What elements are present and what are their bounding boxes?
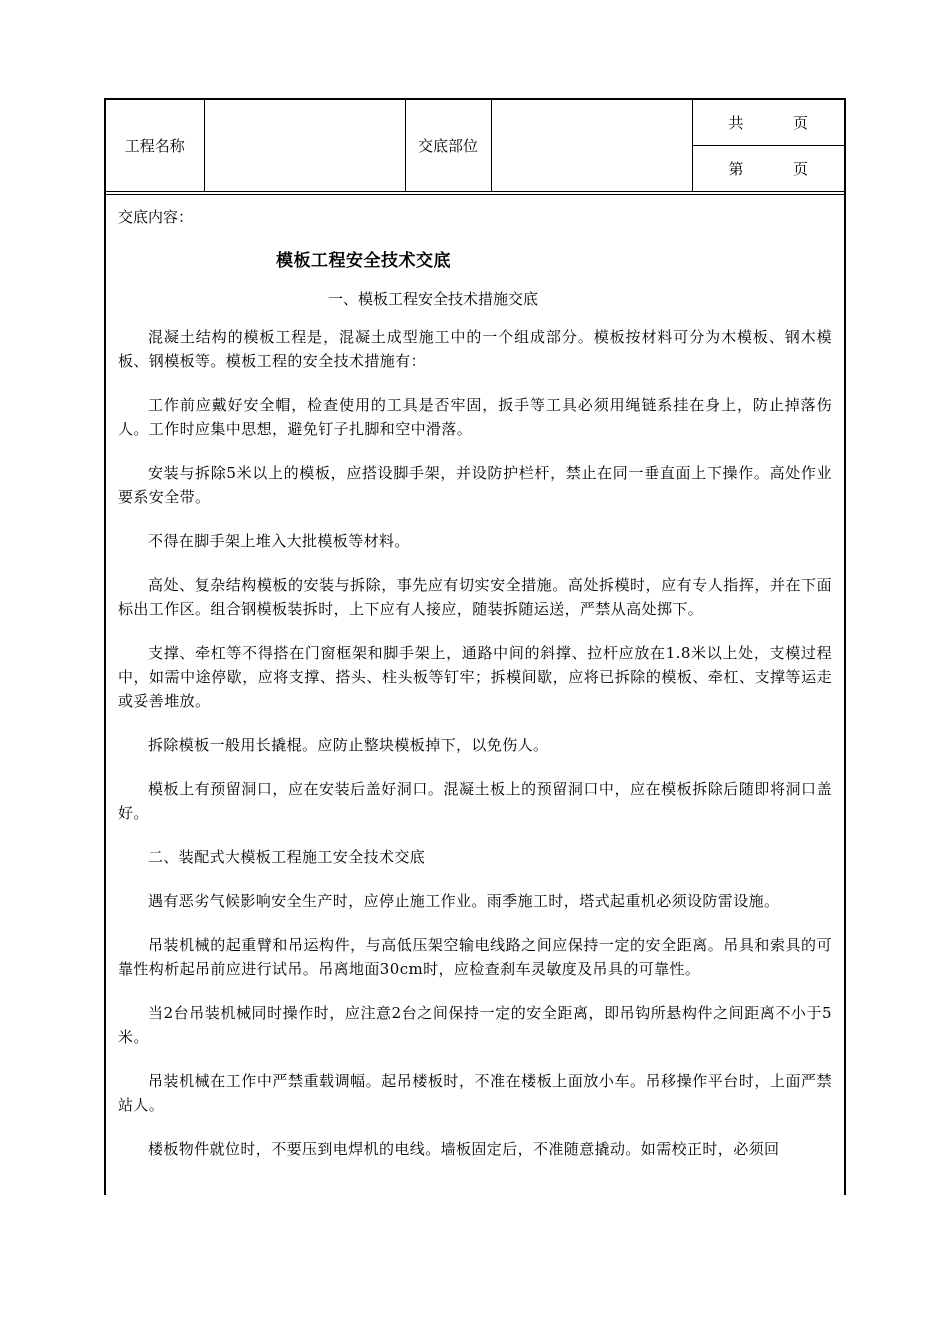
paragraph: 支撑、牵杠等不得搭在门窗框架和脚手架上，通路中间的斜撑、拉杆应放在1.8米以上处，支模过程中，如需中途停歇，应将支撑、搭头、柱头板等钉牢；拆模间歇，应将已拆除的模板、牵杠、支撑等运走或妥善堆放。 — [118, 644, 832, 710]
content-area — [106, 194, 844, 1195]
page-number-cell — [692, 146, 844, 192]
header-table — [106, 100, 844, 192]
location-value[interactable] — [491, 100, 692, 192]
total-pages-label-b: 页 — [792, 114, 808, 132]
paragraph: 工作前应戴好安全帽，检查使用的工具是否牢固，扳手等工具必须用绳链系挂在身上，防止掉落伤人。工作时应集中思想，避免钉子扎脚和空中滑落。 — [118, 396, 832, 438]
paragraph: 模板上有预留洞口，应在安装后盖好洞口。混凝土板上的预留洞口中，应在模板拆除后随即将洞口盖好。 — [118, 780, 832, 822]
paragraph: 楼板物件就位时，不要压到电焊机的电线。墙板固定后，不准随意撬动。如需校正时，必须回 — [148, 1140, 780, 1158]
section-heading-2: 二、装配式大模板工程施工安全技术交底 — [148, 848, 426, 866]
document-title: 模板工程安全技术交底 — [276, 251, 451, 271]
project-name-value[interactable] — [204, 100, 405, 192]
paragraph: 安装与拆除5米以上的模板，应搭设脚手架，并设防护栏杆，禁止在同一垂直面上下操作。高处作业要系安全带。 — [118, 464, 832, 506]
total-pages-label-a: 共 — [728, 114, 744, 132]
page-label-b: 页 — [792, 160, 808, 178]
disclosure-form — [104, 98, 846, 1195]
paragraph: 吊装机械在工作中严禁重载调幅。起吊楼板时，不准在楼板上面放小车。吊移操作平台时，上面严禁站人。 — [118, 1072, 832, 1114]
section-heading-1: 一、模板工程安全技术措施交底 — [328, 290, 539, 308]
paragraph: 混凝土结构的模板工程是，混凝土成型施工中的一个组成部分。模板按材料可分为木模板、钢木模板、钢模板等。模板工程的安全技术措施有： — [118, 328, 832, 370]
page-label-a: 第 — [728, 160, 744, 178]
paragraph: 高处、复杂结构模板的安装与拆除，事先应有切实安全措施。高处拆模时，应有专人指挥，并在下面标出工作区。组合钢模板装拆时，上下应有人接应，随装拆随运送，严禁从高处掷下。 — [118, 576, 832, 618]
paragraph: 拆除模板一般用长撬棍。应防止整块模板掉下，以免伤人。 — [148, 736, 549, 754]
project-name-label: 工程名称 — [106, 100, 204, 192]
paragraph: 不得在脚手架上堆入大批模板等材料。 — [148, 532, 410, 550]
paragraph: 吊装机械的起重臂和吊运构件，与高低压架空输电线路之间应保持一定的安全距离。吊具和索具的可靠性构析起吊前应进行试吊。吊离地面30cm时，应检查刹车灵敏度及吊具的可靠性。 — [118, 936, 832, 978]
total-pages-cell — [692, 100, 844, 146]
paragraph: 遇有恶劣气候影响安全生产时，应停止施工作业。雨季施工时，塔式起重机必须设防雷设施。 — [148, 892, 780, 910]
paragraph: 当2台吊装机械同时操作时，应注意2台之间保持一定的安全距离，即吊钩所悬构件之间距离不小于5米。 — [118, 1004, 832, 1046]
location-label: 交底部位 — [405, 100, 491, 192]
content-label: 交底内容： — [118, 208, 194, 226]
